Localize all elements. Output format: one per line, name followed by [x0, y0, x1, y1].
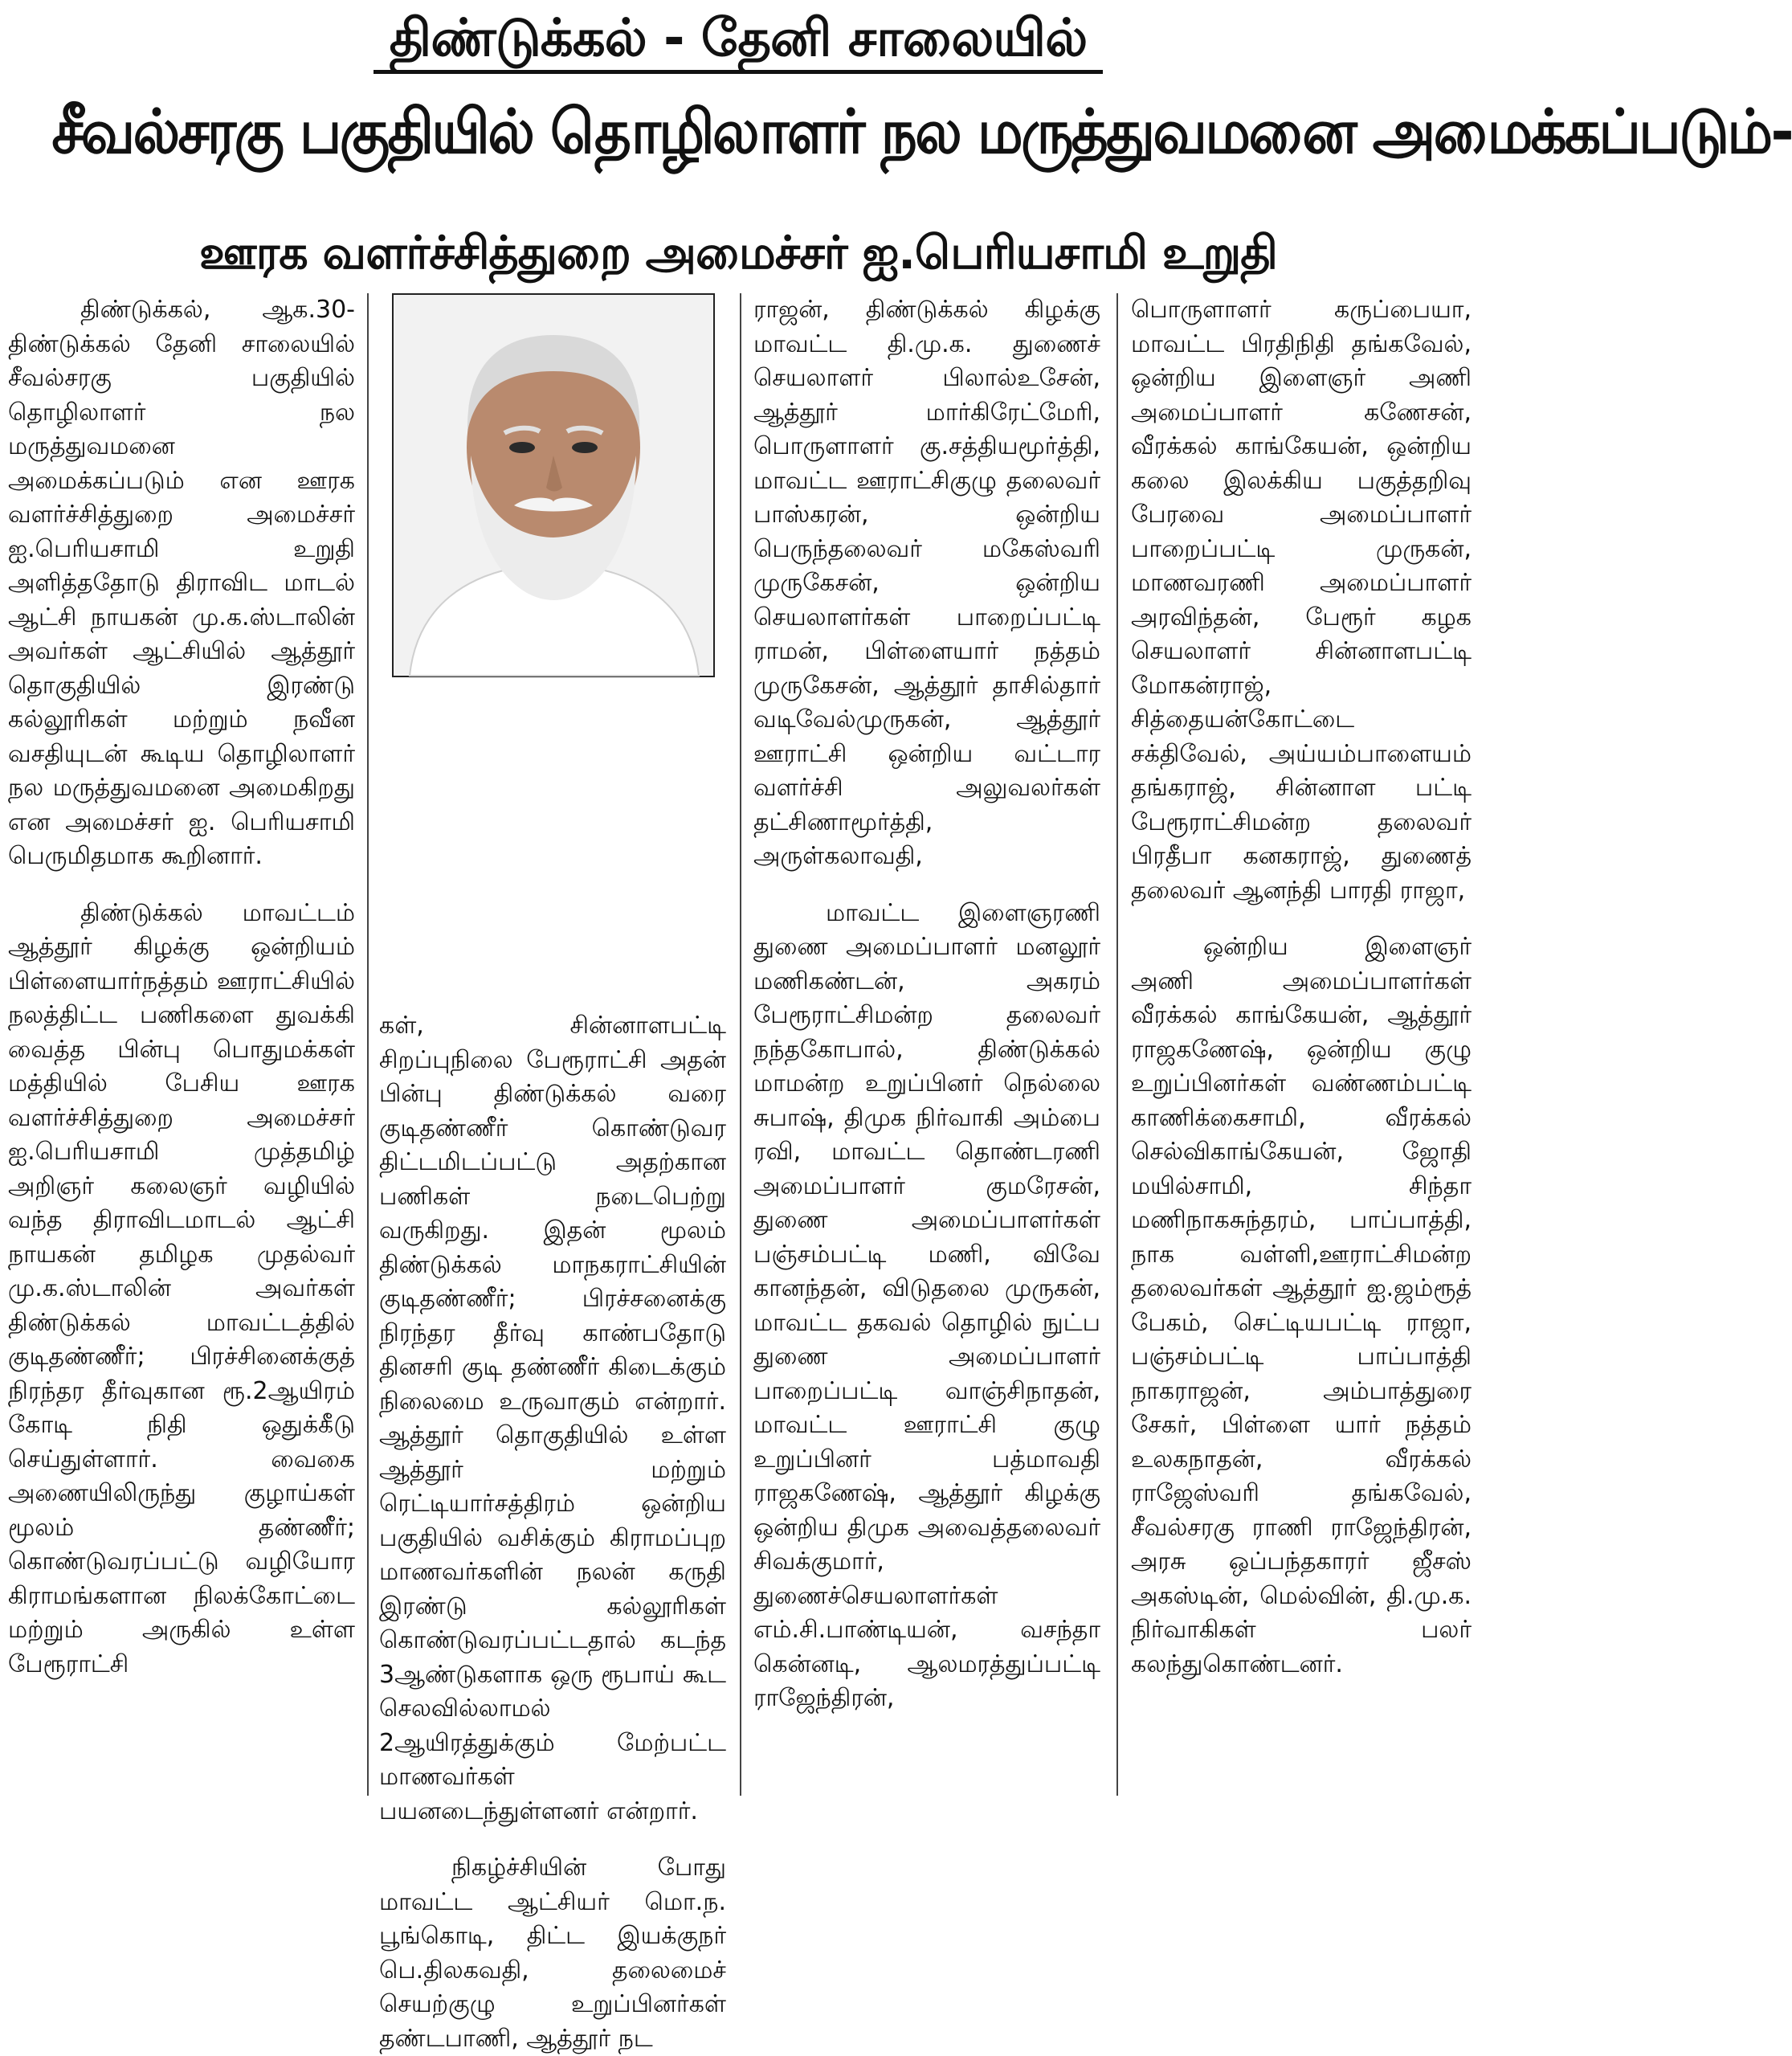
article-column-4 [1131, 293, 1472, 1796]
column-2-paragraph-2: நிகழ்ச்சியின் போது மாவட்ட ஆட்சியர் மொ.ந. பூங்கொடி, திட்ட இயக்குநர் பெ.திலகவதி, தலைமைச் செயற்குழு உறுப்பினர்கள் தண்டபாணி, ஆத்தூர் நட [379, 1854, 726, 2053]
column-2-paragraph-1: கள், சின்னாளபட்டி சிறப்புநிலை பேரூராட்சி அதன் பின்பு திண்டுக்கல் வரை குடிதண்ணீர் கொண்டுவர திட்டமிடப்பட்டு அதற்கான பணிகள் நடைபெற்று வருகிறது. இதன் மூலம் திண்டுக்கல் மாநகராட்சியின் குடிதண்ணீர்; பிரச்சனைக்கு நிரந்தர தீர்வு காண்பதோடு தினசரி குடி தண்ணீர் கிடைக்கும் நிலைமை உருவாகும் என்றார். ஆத்தூர் தொகுதியில் உள்ள ஆத்தூர் மற்றும் ரெட்டியார்சத்திரம் ஒன்றிய பகுதியில் வசிக்கும் கிராமப்புற மாணவர்களின் நலன் கருதி இரண்டு கல்லூரிகள் கொண்டுவரப்பட்டதால் கடந்த 3ஆண்டுகளாக ஒரு ரூபாய் கூட செலவில்லாமல் 2ஆயிரத்துக்கும் மேற்பட்ட மாணவர்கள் பயனடைந்துள்ளனர் என்றார். [379, 1012, 726, 1825]
column-4-paragraph-1: பொருளாளர் கருப்பையா, மாவட்ட பிரதிநிதி தங்கவேல், ஒன்றிய இளைஞர் அணி அமைப்பாளர் கணேசன், வீரக்கல் காங்கேயன், ஒன்றிய கலை இலக்கிய பகுத்தறிவு பேரவை அமைப்பாளர் பாறைப்பட்டி முருகன், மாணவரணி அமைப்பாளர் அரவிந்தன், பேரூர் கழக செயலாளர் சின்னாளபட்டி மோகன்ராஜ், சித்தையன்கோட்டை சக்திவேல், அய்யம்பாளையம் தங்கராஜ், சின்னாள பட்டி பேரூராட்சிமன்ற தலைவர் பிரதீபா கனகராஜ், துணைத் தலைவர் ஆனந்தி பாரதி ராஜா, [1131, 296, 1472, 905]
kicker-line [0, 5, 1476, 72]
column-divider [1116, 293, 1118, 1796]
column-4-paragraph-2: ஒன்றிய இளைஞர் அணி அமைப்பாளர்கள் வீரக்கல் காங்கேயன், ஆத்தூர் ராஜகணேஷ், ஒன்றிய குழு உறுப்பினர்கள் வண்ணம்பட்டி காணிக்கைசாமி, வீரக்கல் செல்விகாங்கேயன், ஜோதி மயில்சாமி, சிந்தா மணிநாகசுந்தரம், பாப்பாத்தி, நாக வள்ளி,ஊராட்சிமன்ற தலைவர்கள் ஆத்தூர் ஐ.ஜம்ரூத் பேகம், செட்டியபட்டி ராஜா, பஞ்சம்பட்டி பாப்பாத்தி நாகராஜன், அம்பாத்துரை சேகர், பிள்ளை யார் நத்தம் உலகநாதன், வீரக்கல் ராஜேஸ்வரி தங்கவேல், சீவல்சரகு ராணி ராஜேந்திரன், அரசு ஒப்பந்தகாரர் ஜீசஸ் அகஸ்டின், மெல்வின், தி.மு.க. நிர்வாகிகள் பலர் கலந்துகொண்டனர். [1131, 933, 1472, 1678]
column-divider [367, 293, 369, 1796]
column-3-paragraph-1: ராஜன், திண்டுக்கல் கிழக்கு மாவட்ட தி.மு.க. துணைச் செயலாளர் பிலால்உசேன், ஆத்தூர் மார்கிரேட்மேரி, பொருளாளர் கு.சத்தியமூர்த்தி, மாவட்ட ஊராட்சிகுழு தலைவர் பாஸ்கரன், ஒன்றிய பெருந்தலைவர் மகேஸ்வரி முருகேசன், ஒன்றிய செயலாளர்கள் பாறைப்பட்டி ராமன், பிள்ளையார் நத்தம் முருகேசன், ஆத்தூர் தாசில்தார் வடிவேல்முருகன், ஆத்தூர் ஊராட்சி ஒன்றிய வட்டார வளர்ச்சி அலுவலர்கள் தட்சிணாமூர்த்தி, அருள்கலாவதி, [753, 296, 1100, 870]
article-column-3 [753, 293, 1100, 1796]
article-column-1 [8, 293, 355, 1796]
column-divider [740, 293, 741, 1796]
kicker-text: திண்டுக்கல் - தேனி சாலையில் [374, 9, 1103, 74]
column-3-paragraph-2: மாவட்ட இளைஞரணி துணை அமைப்பாளர் மனலூர் மணிகண்டன், அகரம் பேரூராட்சிமன்ற தலைவர் நந்தகோபால், திண்டுக்கல் மாமன்ற உறுப்பினர் நெல்லை சுபாஷ், திமுக நிர்வாகி அம்பை ரவி, மாவட்ட தொண்டரணி அமைப்பாளர் குமரேசன், துணை அமைப்பாளர்கள் பஞ்சம்பட்டி மணி, விவே கானந்தன், விடுதலை முருகன், மாவட்ட தகவல் தொழில் நுட்ப துணை அமைப்பாளர் பாறைப்பட்டி வாஞ்சிநாதன், மாவட்ட ஊராட்சி குழு உறுப்பினர் பத்மாவதி ராஜகணேஷ், ஆத்தூர் கிழக்கு ஒன்றிய திமுக அவைத்தலைவர் சிவக்குமார், துணைச்செயலாளர்கள் எம்.சி.பாண்டியன், வசந்தா கென்னடி, ஆலமரத்துப்பட்டி ராஜேந்திரன், [753, 898, 1100, 1712]
column-1-paragraph-2: திண்டுக்கல் மாவட்டம் ஆத்தூர் கிழக்கு ஒன்றியம் பிள்ளையார்நத்தம் ஊராட்சியில் நலத்திட்ட பணிகளை துவக்கி வைத்த பின்பு பொதுமக்கள் மத்தியில் பேசிய ஊரக வளர்ச்சித்துறை அமைச்சர் ஐ.பெரியசாமி முத்தமிழ் அறிஞர் கலைஞர் வழியில் வந்த திராவிடமாடல் ஆட்சி நாயகன் தமிழக முதல்வர் மு.க.ஸ்டாலின் அவர்கள் திண்டுக்கல் மாவட்டத்தில் குடிதண்ணீர்; பிரச்சினைக்குத் நிரந்தர தீர்வுகான ரூ.2ஆயிரம் கோடி நிதி ஒதுக்கீடு செய்துள்ளார். வைகை அணையிலிருந்து குழாய்கள் மூலம் தண்ணீர்; கொண்டுவரப்பட்டு வழியோர கிராமங்களான நிலக்கோட்டை மற்றும் அருகில் உள்ள பேரூராட்சி [8, 898, 355, 1678]
subheadline: ஊரக வளர்ச்சித்துறை அமைச்சர் ஐ.பெரியசாமி உறுதி [199, 227, 1277, 280]
portrait-photo-frame [392, 293, 715, 677]
article-column-2 [379, 1009, 726, 2053]
column-1-paragraph-1: திண்டுக்கல், ஆக.30- திண்டுக்கல் தேனி சாலையில் சீவல்சரகு பகுதியில் தொழிலாளர் நல மருத்துவமனை அமைக்கப்படும் என ஊரக வளர்ச்சித்துறை அமைச்சர் ஐ.பெரியசாமி உறுதி அளித்ததோடு திராவிட மாடல் ஆட்சி நாயகன் மு.க.ஸ்டாலின் அவர்கள் ஆட்சியில் ஆத்தூர் தொகுதியில் இரண்டு கல்லூரிகள் மற்றும் நவீன வசதியுடன் கூடிய தொழிலாளர் நல மருத்துவமனை அமைகிறது என அமைச்சர் ஐ. பெரியசாமி பெருமிதமாக கூறினார். [8, 296, 355, 870]
portrait-photo [394, 295, 713, 676]
headline: சீவல்சரகு பகுதியில் தொழிலாளர் நல மருத்துவமனை அமைக்கப்படும்- [51, 96, 1792, 167]
